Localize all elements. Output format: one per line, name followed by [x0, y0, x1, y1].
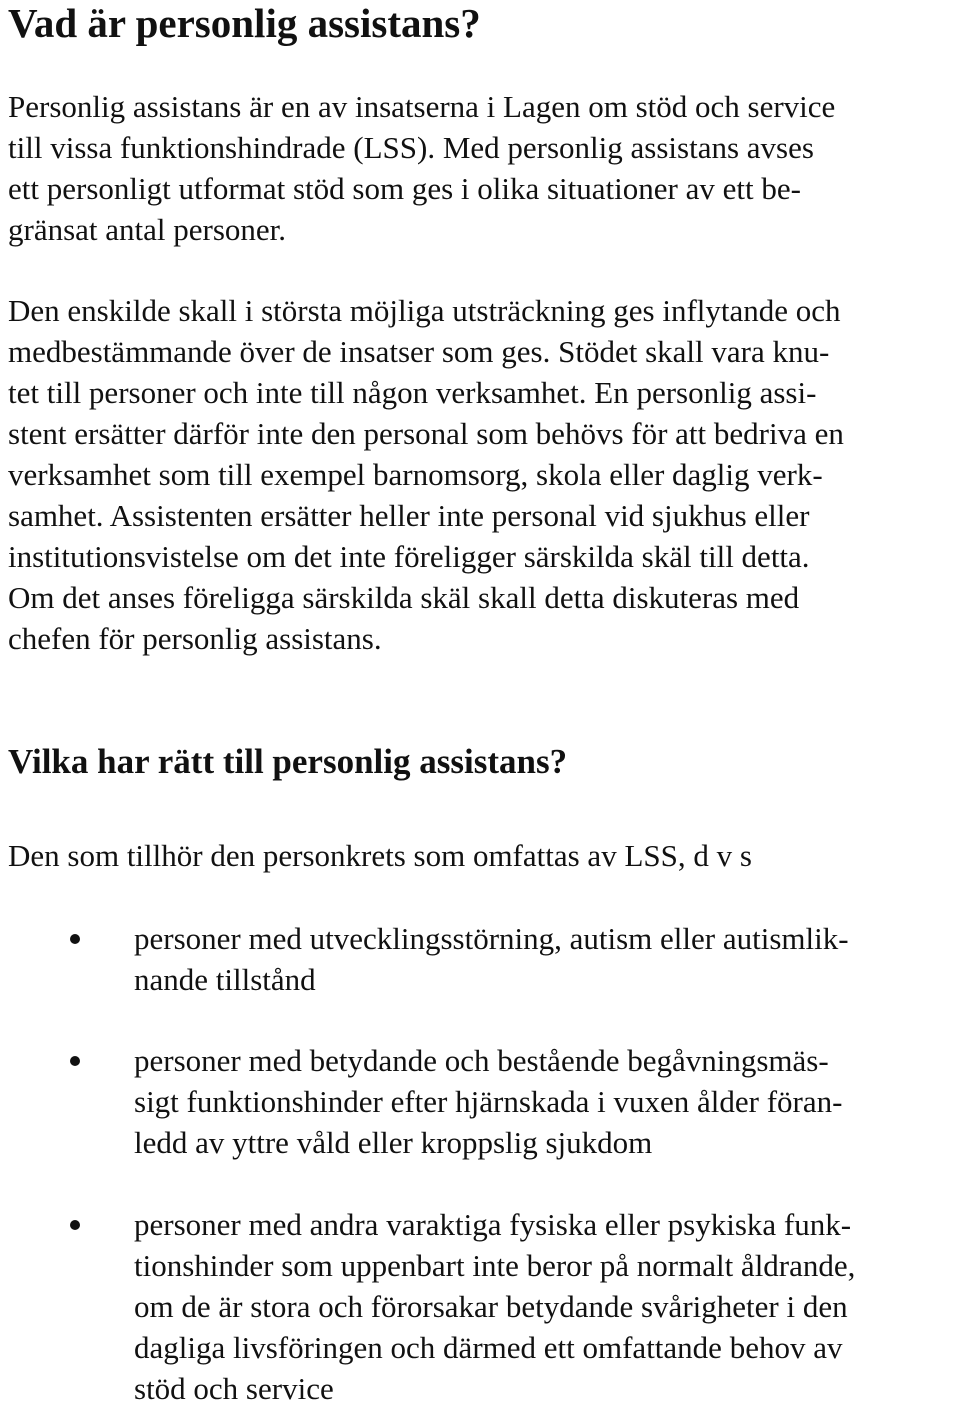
text-line: tionshinder som uppenbart inte beror på normalt åldrande,	[134, 1248, 856, 1283]
text-line: chefen för personlig assistans.	[8, 621, 382, 656]
text-line: dagliga livsföringen och därmed ett omfattande behov av	[134, 1330, 843, 1365]
text-line: institutionsvistelse om det inte föreligger särskilda skäl till detta.	[8, 539, 810, 574]
list-item-text	[134, 918, 849, 1000]
text-line: personer med utvecklingsstörning, autism eller autismlik-	[134, 921, 849, 956]
text-line: personer med andra varaktiga fysiska eller psykiska funk-	[134, 1207, 852, 1242]
bullet-icon	[70, 934, 80, 944]
bullet-icon	[70, 1056, 80, 1066]
page-title: Vad är personlig assistans?	[8, 0, 481, 46]
list-item-text	[134, 1204, 855, 1409]
eligibility-intro	[8, 835, 752, 876]
text-line: samhet. Assistenten ersätter heller inte personal vid sjukhus eller	[8, 498, 810, 533]
text-line: tet till personer och inte till någon verksamhet. En personlig assi-	[8, 375, 817, 410]
text-line: till vissa funktionshindrade (LSS). Med personlig assistans avses	[8, 130, 814, 165]
text-line: Personlig assistans är en av insatserna i Lagen om stöd och service	[8, 89, 836, 124]
text-line: nande tillstånd	[134, 962, 316, 997]
text-line: Den som tillhör den personkrets som omfattas av LSS, d v s	[8, 838, 752, 873]
intro-paragraph	[8, 86, 835, 250]
text-line: stöd och service	[134, 1371, 334, 1406]
text-line: Den enskilde skall i största möjliga utsträckning ges inflytande och	[8, 293, 841, 328]
influence-paragraph	[8, 290, 844, 659]
text-line: Om det anses föreligga särskilda skäl skall detta diskuteras med	[8, 580, 800, 615]
text-line: ett personligt utformat stöd som ges i olika situationer av ett be-	[8, 171, 801, 206]
text-line: stent ersätter därför inte den personal som behövs för att bedriva en	[8, 416, 844, 451]
text-line: medbestämmande över de insatser som ges. Stödet skall vara knu-	[8, 334, 830, 369]
text-line: personer med betydande och bestående begåvningsmäs-	[134, 1043, 829, 1078]
section-heading: Vilka har rätt till personlig assistans?	[8, 742, 568, 781]
text-line: sigt funktionshinder efter hjärnskada i vuxen ålder föran-	[134, 1084, 843, 1119]
list-item-text	[134, 1040, 842, 1163]
text-line: verksamhet som till exempel barnomsorg, skola eller daglig verk-	[8, 457, 823, 492]
text-line: ledd av yttre våld eller kroppslig sjukdom	[134, 1125, 653, 1160]
text-line: om de är stora och förorsakar betydande svårigheter i den	[134, 1289, 848, 1324]
bullet-icon	[70, 1220, 80, 1230]
text-line: gränsat antal personer.	[8, 212, 287, 247]
